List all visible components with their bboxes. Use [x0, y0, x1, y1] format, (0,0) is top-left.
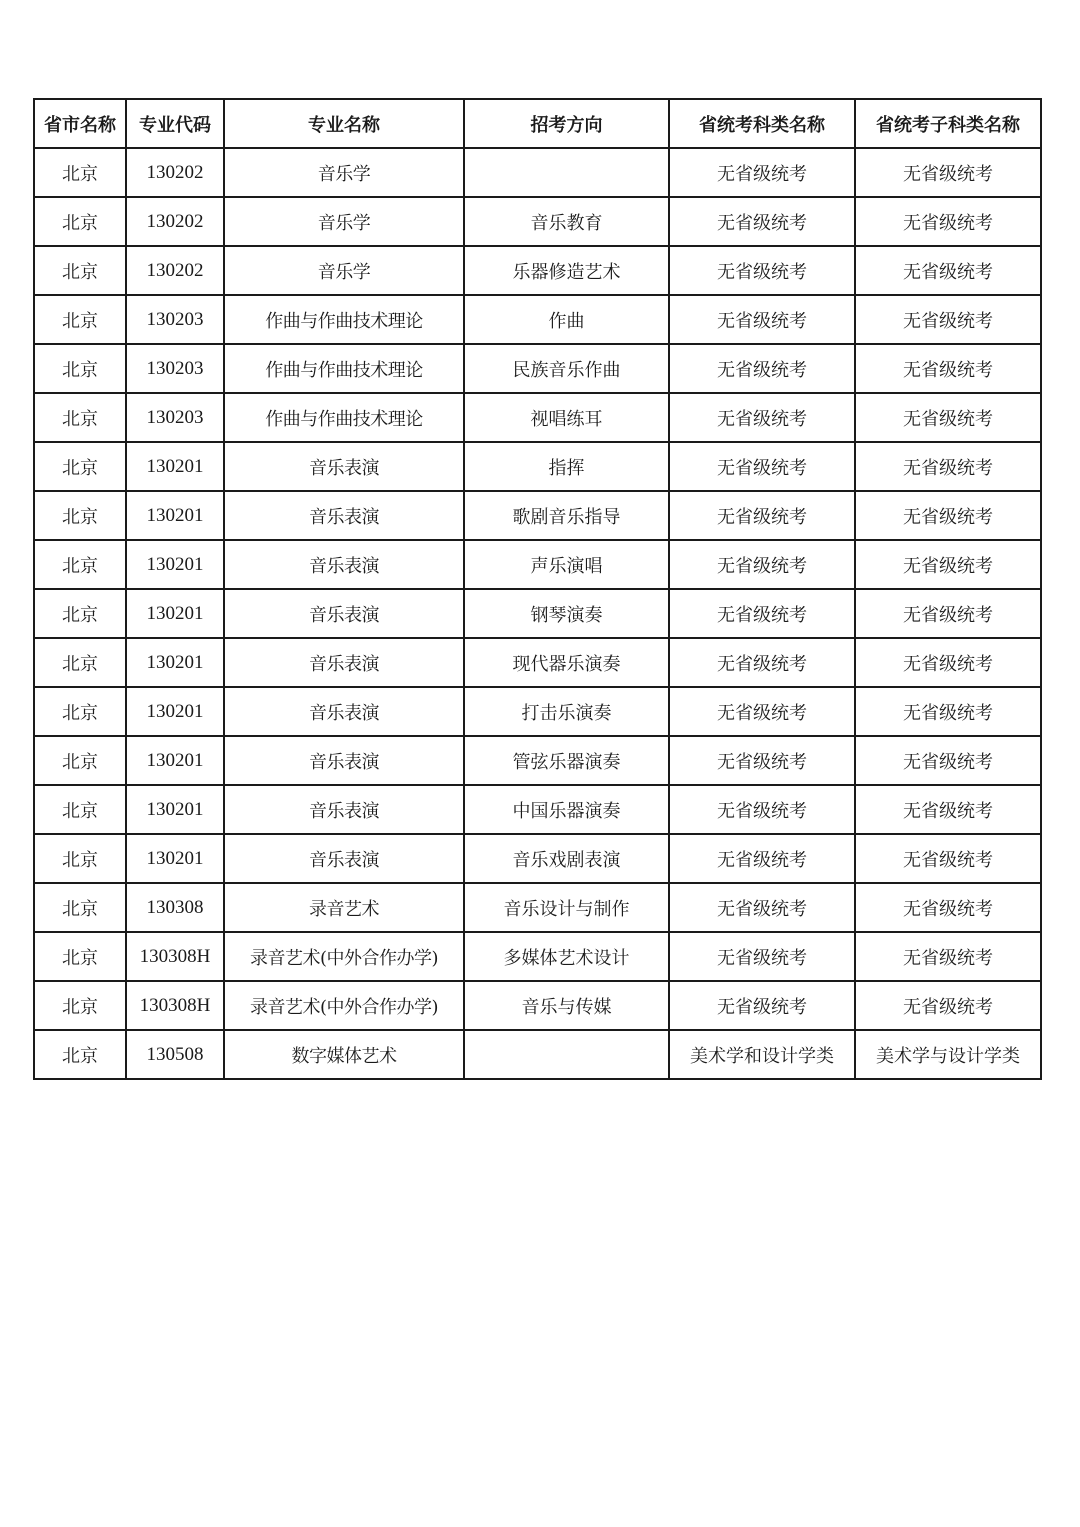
cell-exam-subcategory: 无省级统考 — [855, 393, 1041, 442]
cell-major-code: 130201 — [126, 638, 224, 687]
cell-major-code: 130203 — [126, 393, 224, 442]
table-row — [34, 589, 1041, 638]
table-row — [34, 736, 1041, 785]
cell-exam-category: 无省级统考 — [669, 540, 855, 589]
cell-major-name: 音乐学 — [224, 246, 464, 295]
table-row — [34, 638, 1041, 687]
cell-province: 北京 — [34, 785, 126, 834]
cell-major-name: 音乐学 — [224, 148, 464, 197]
cell-exam-category: 无省级统考 — [669, 197, 855, 246]
cell-major-code: 130201 — [126, 589, 224, 638]
table-row — [34, 1030, 1041, 1079]
cell-major-name: 音乐表演 — [224, 736, 464, 785]
cell-exam-subcategory: 无省级统考 — [855, 932, 1041, 981]
table-row — [34, 687, 1041, 736]
cell-major-code: 130308H — [126, 981, 224, 1030]
table-row — [34, 785, 1041, 834]
cell-major-name: 作曲与作曲技术理论 — [224, 344, 464, 393]
cell-province: 北京 — [34, 393, 126, 442]
cell-exam-category: 无省级统考 — [669, 148, 855, 197]
table-row — [34, 540, 1041, 589]
table-row — [34, 932, 1041, 981]
cell-major-name: 数字媒体艺术 — [224, 1030, 464, 1079]
cell-exam-subcategory: 无省级统考 — [855, 785, 1041, 834]
cell-exam-subcategory: 无省级统考 — [855, 736, 1041, 785]
cell-direction: 声乐演唱 — [464, 540, 669, 589]
cell-major-name: 作曲与作曲技术理论 — [224, 393, 464, 442]
cell-direction: 指挥 — [464, 442, 669, 491]
cell-exam-subcategory: 无省级统考 — [855, 589, 1041, 638]
header-exam-category: 省统考科类名称 — [669, 99, 855, 148]
cell-major-code: 130203 — [126, 344, 224, 393]
cell-exam-subcategory: 美术学与设计学类 — [855, 1030, 1041, 1079]
cell-exam-subcategory: 无省级统考 — [855, 981, 1041, 1030]
cell-province: 北京 — [34, 932, 126, 981]
cell-major-name: 音乐表演 — [224, 687, 464, 736]
cell-major-name: 音乐表演 — [224, 540, 464, 589]
cell-direction: 作曲 — [464, 295, 669, 344]
cell-major-code: 130201 — [126, 540, 224, 589]
cell-major-name: 音乐表演 — [224, 491, 464, 540]
cell-exam-category: 无省级统考 — [669, 638, 855, 687]
cell-major-name: 音乐学 — [224, 197, 464, 246]
cell-major-name: 音乐表演 — [224, 589, 464, 638]
cell-direction: 乐器修造艺术 — [464, 246, 669, 295]
table-body — [34, 148, 1041, 1079]
header-major-name: 专业名称 — [224, 99, 464, 148]
cell-exam-category: 无省级统考 — [669, 393, 855, 442]
header-province: 省市名称 — [34, 99, 126, 148]
cell-major-code: 130203 — [126, 295, 224, 344]
cell-major-code: 130201 — [126, 834, 224, 883]
cell-exam-subcategory: 无省级统考 — [855, 197, 1041, 246]
cell-province: 北京 — [34, 442, 126, 491]
cell-exam-category: 无省级统考 — [669, 491, 855, 540]
cell-province: 北京 — [34, 197, 126, 246]
table-row — [34, 295, 1041, 344]
table-row — [34, 148, 1041, 197]
cell-province: 北京 — [34, 589, 126, 638]
cell-exam-category: 无省级统考 — [669, 246, 855, 295]
table-row — [34, 197, 1041, 246]
table-row — [34, 981, 1041, 1030]
cell-major-code: 130201 — [126, 785, 224, 834]
cell-exam-subcategory: 无省级统考 — [855, 295, 1041, 344]
cell-province: 北京 — [34, 981, 126, 1030]
header-major-code: 专业代码 — [126, 99, 224, 148]
header-direction: 招考方向 — [464, 99, 669, 148]
cell-major-code: 130201 — [126, 736, 224, 785]
cell-major-name: 音乐表演 — [224, 638, 464, 687]
cell-direction: 音乐与传媒 — [464, 981, 669, 1030]
cell-exam-category: 无省级统考 — [669, 981, 855, 1030]
cell-province: 北京 — [34, 540, 126, 589]
cell-direction — [464, 148, 669, 197]
table-row — [34, 246, 1041, 295]
cell-major-name: 作曲与作曲技术理论 — [224, 295, 464, 344]
cell-province: 北京 — [34, 148, 126, 197]
cell-direction: 中国乐器演奏 — [464, 785, 669, 834]
table-row — [34, 834, 1041, 883]
cell-major-code: 130308 — [126, 883, 224, 932]
cell-province: 北京 — [34, 491, 126, 540]
cell-major-name: 音乐表演 — [224, 785, 464, 834]
table-row — [34, 344, 1041, 393]
majors-table — [33, 98, 1042, 1080]
cell-major-name: 录音艺术 — [224, 883, 464, 932]
table-row — [34, 883, 1041, 932]
cell-exam-category: 无省级统考 — [669, 687, 855, 736]
header-row — [34, 99, 1041, 148]
cell-exam-category: 无省级统考 — [669, 295, 855, 344]
cell-exam-category: 无省级统考 — [669, 736, 855, 785]
cell-major-code: 130508 — [126, 1030, 224, 1079]
cell-major-code: 130202 — [126, 246, 224, 295]
cell-province: 北京 — [34, 736, 126, 785]
cell-exam-subcategory: 无省级统考 — [855, 687, 1041, 736]
cell-major-name: 录音艺术(中外合作办学) — [224, 981, 464, 1030]
cell-direction: 音乐戏剧表演 — [464, 834, 669, 883]
cell-major-name: 录音艺术(中外合作办学) — [224, 932, 464, 981]
cell-exam-subcategory: 无省级统考 — [855, 246, 1041, 295]
table-row — [34, 442, 1041, 491]
cell-province: 北京 — [34, 1030, 126, 1079]
cell-exam-subcategory: 无省级统考 — [855, 834, 1041, 883]
cell-province: 北京 — [34, 834, 126, 883]
cell-direction: 多媒体艺术设计 — [464, 932, 669, 981]
cell-direction: 视唱练耳 — [464, 393, 669, 442]
cell-major-code: 130308H — [126, 932, 224, 981]
cell-province: 北京 — [34, 295, 126, 344]
cell-direction: 歌剧音乐指导 — [464, 491, 669, 540]
cell-major-code: 130201 — [126, 687, 224, 736]
cell-exam-subcategory: 无省级统考 — [855, 148, 1041, 197]
cell-exam-category: 无省级统考 — [669, 932, 855, 981]
cell-direction: 音乐设计与制作 — [464, 883, 669, 932]
cell-direction: 民族音乐作曲 — [464, 344, 669, 393]
cell-province: 北京 — [34, 883, 126, 932]
cell-direction: 钢琴演奏 — [464, 589, 669, 638]
cell-exam-subcategory: 无省级统考 — [855, 883, 1041, 932]
cell-province: 北京 — [34, 638, 126, 687]
cell-exam-category: 无省级统考 — [669, 785, 855, 834]
cell-exam-category: 无省级统考 — [669, 442, 855, 491]
cell-major-code: 130202 — [126, 197, 224, 246]
cell-exam-subcategory: 无省级统考 — [855, 638, 1041, 687]
cell-exam-subcategory: 无省级统考 — [855, 344, 1041, 393]
cell-exam-subcategory: 无省级统考 — [855, 442, 1041, 491]
cell-exam-subcategory: 无省级统考 — [855, 491, 1041, 540]
header-exam-subcategory: 省统考子科类名称 — [855, 99, 1041, 148]
table-row — [34, 491, 1041, 540]
cell-direction: 现代器乐演奏 — [464, 638, 669, 687]
cell-province: 北京 — [34, 246, 126, 295]
table-row — [34, 393, 1041, 442]
cell-province: 北京 — [34, 344, 126, 393]
cell-major-code: 130202 — [126, 148, 224, 197]
cell-direction: 管弦乐器演奏 — [464, 736, 669, 785]
cell-exam-subcategory: 无省级统考 — [855, 540, 1041, 589]
cell-exam-category: 无省级统考 — [669, 589, 855, 638]
cell-exam-category: 美术学和设计学类 — [669, 1030, 855, 1079]
cell-direction: 打击乐演奏 — [464, 687, 669, 736]
cell-exam-category: 无省级统考 — [669, 883, 855, 932]
cell-exam-category: 无省级统考 — [669, 834, 855, 883]
cell-major-name: 音乐表演 — [224, 834, 464, 883]
cell-major-code: 130201 — [126, 491, 224, 540]
majors-table-container — [33, 98, 1040, 1080]
cell-major-name: 音乐表演 — [224, 442, 464, 491]
cell-exam-category: 无省级统考 — [669, 344, 855, 393]
table-header — [34, 99, 1041, 148]
cell-direction — [464, 1030, 669, 1079]
cell-province: 北京 — [34, 687, 126, 736]
cell-major-code: 130201 — [126, 442, 224, 491]
cell-direction: 音乐教育 — [464, 197, 669, 246]
